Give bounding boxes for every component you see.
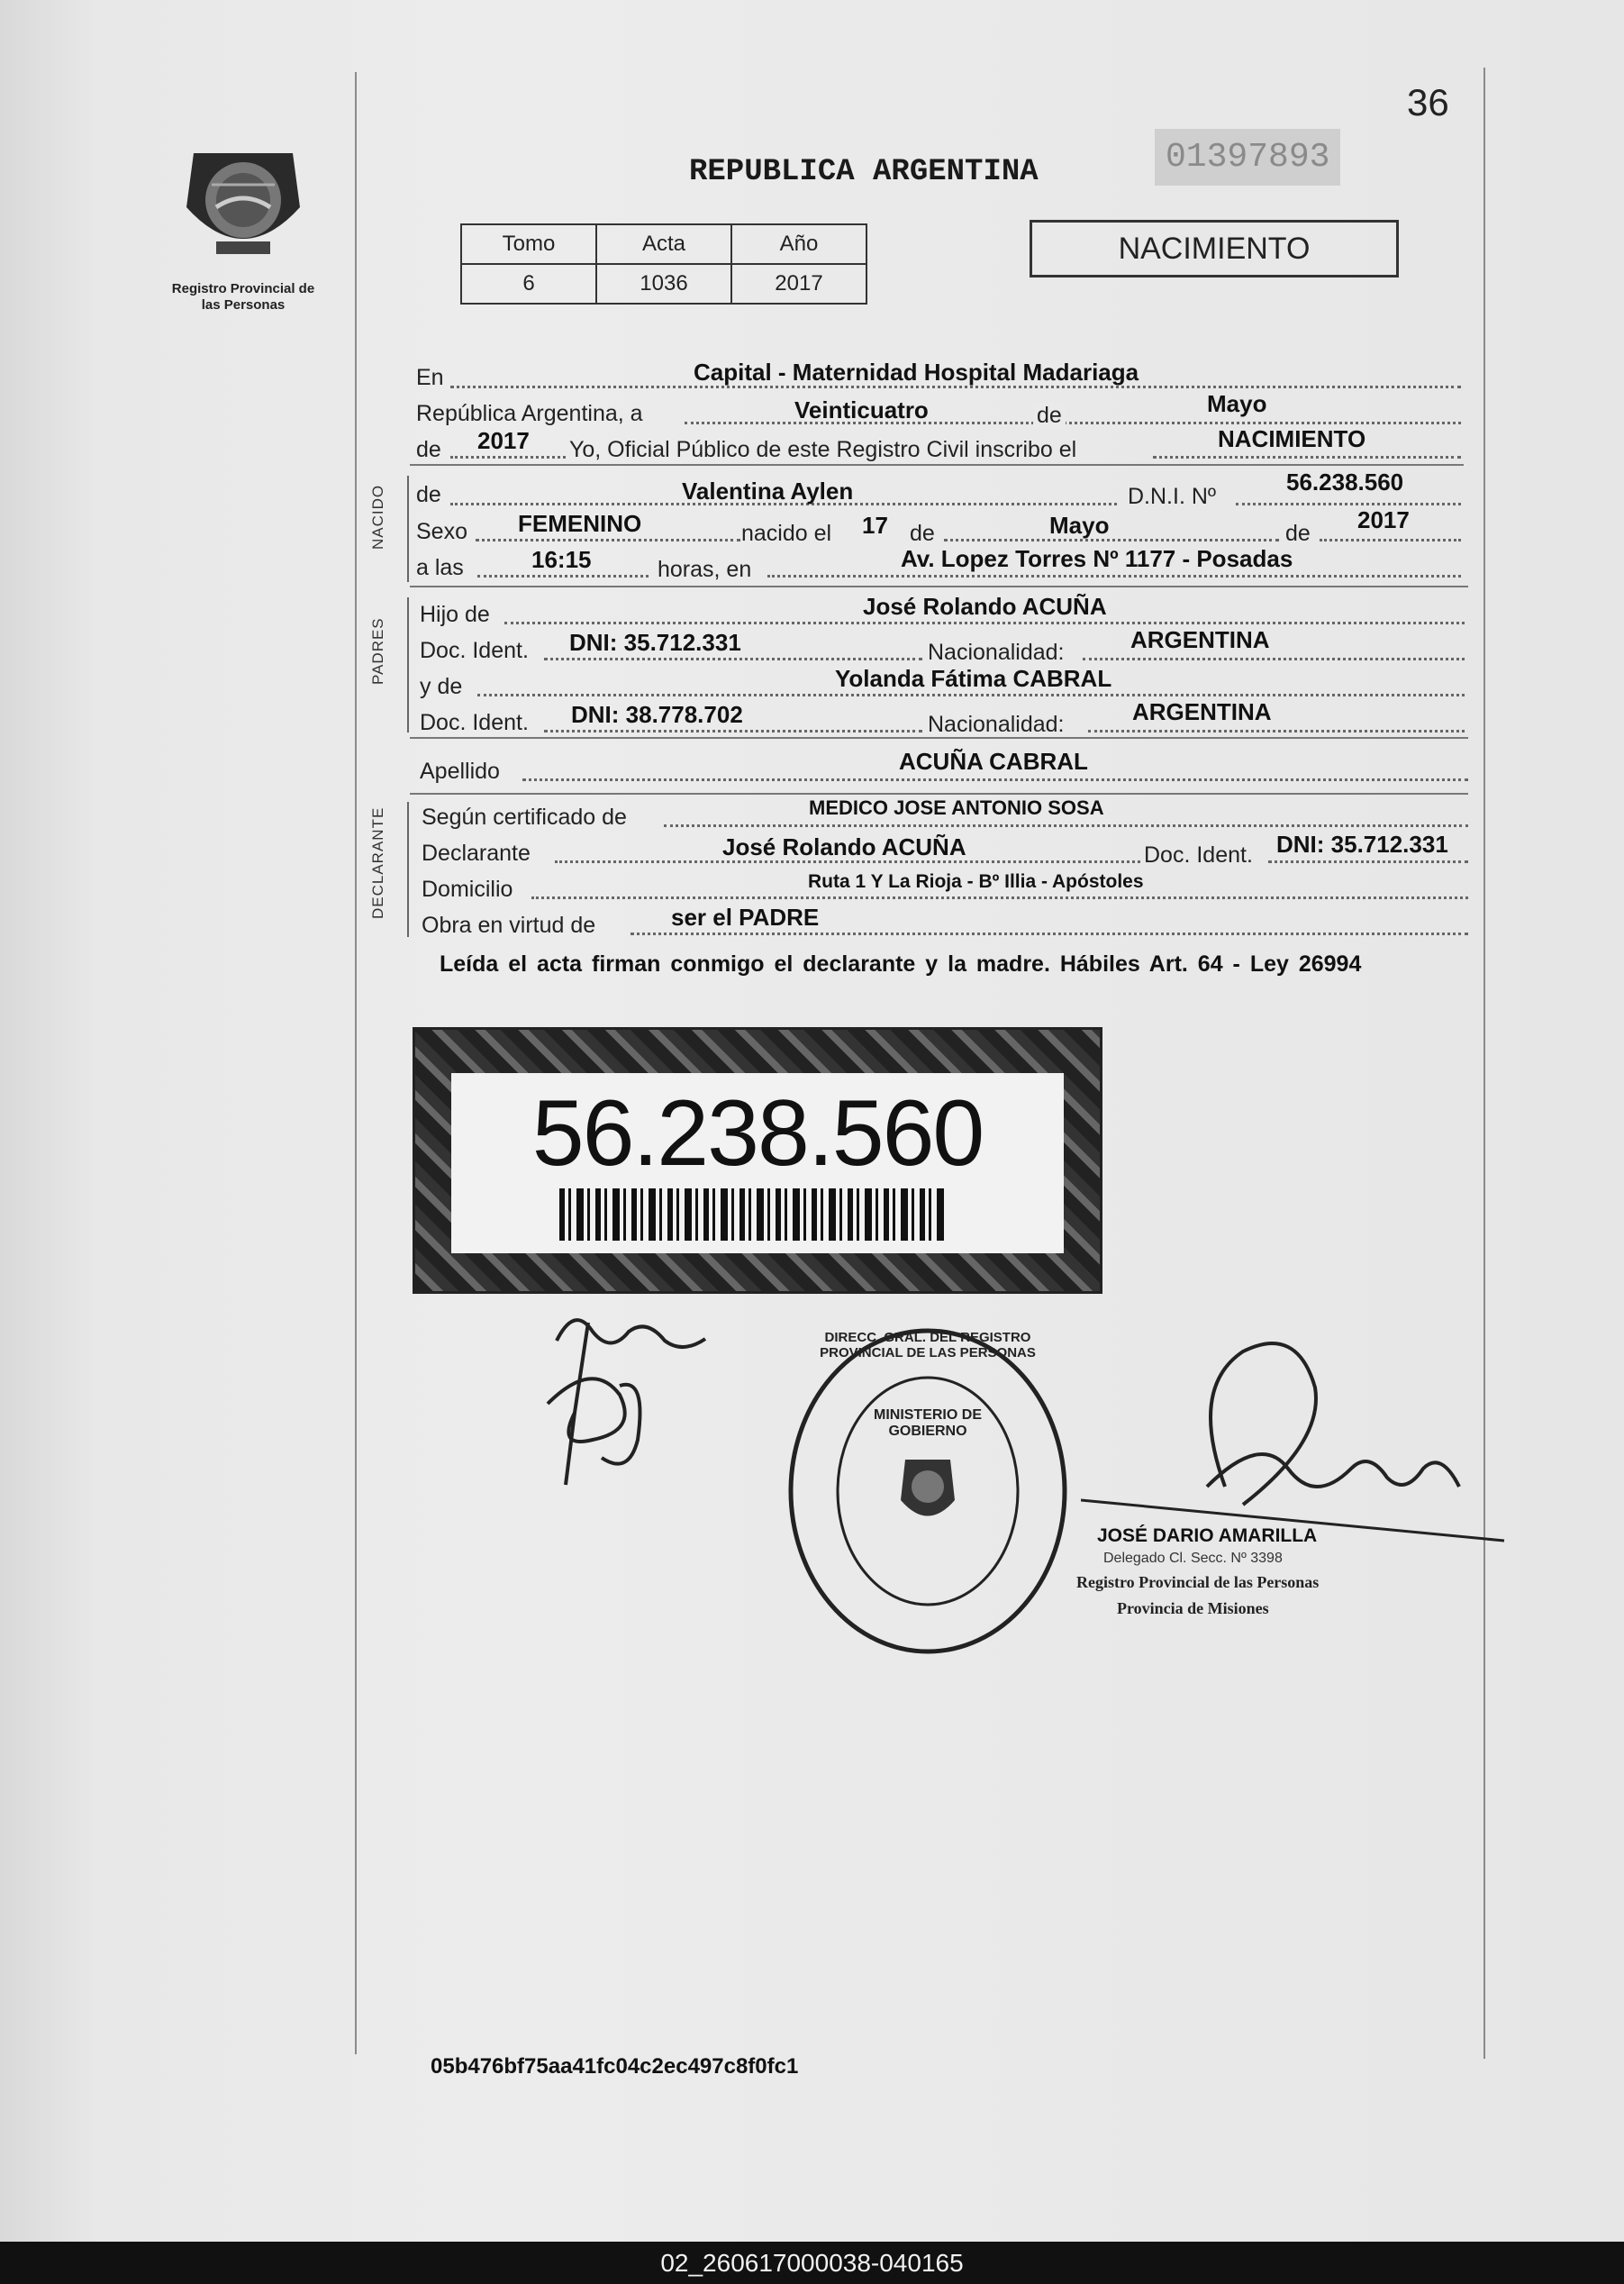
table-cell: 1036 — [596, 264, 731, 304]
value-nombre: Valentina Aylen — [682, 478, 854, 505]
label-de: de — [416, 437, 441, 462]
dotted-line — [476, 539, 740, 541]
value-obra-en-virtud: ser el PADRE — [671, 904, 820, 931]
value-nac-anio: 2017 — [1357, 506, 1410, 533]
official-title: Delegado Cl. Secc. Nº 3398 — [1103, 1551, 1283, 1566]
label-hijo-de: Hijo de — [420, 602, 490, 627]
oficial-text: Yo, Oficial Público de este Registro Civil inscribo el — [569, 437, 1077, 462]
official-stamp — [784, 1324, 1072, 1658]
value-dni: 56.238.560 — [1286, 469, 1404, 496]
value-hora: 16:15 — [531, 546, 592, 573]
label-de: de — [910, 521, 935, 546]
label-doc-ident: Doc. Ident. — [420, 638, 529, 663]
declarant-signature — [539, 1305, 719, 1494]
table-header: Tomo — [461, 224, 596, 264]
dotted-line — [1268, 860, 1468, 863]
value-padre: José Rolando ACUÑA — [863, 593, 1107, 620]
label-apellido: Apellido — [420, 759, 500, 784]
section-label-nacido: NACIDO — [369, 484, 386, 550]
section-divider — [410, 737, 1468, 739]
value-anio: 2017 — [477, 427, 530, 454]
dotted-line — [1088, 730, 1465, 733]
document-type-box — [1030, 220, 1399, 278]
footer-bar — [0, 2242, 1624, 2284]
leida-text: Leída el acta firman conmigo el declarante y la madre. Hábiles Art. 64 - Ley 26994 — [440, 951, 1362, 977]
barcode — [559, 1188, 947, 1241]
label-doc-ident: Doc. Ident. — [1144, 842, 1253, 868]
dotted-line — [1153, 456, 1461, 459]
dotted-line — [944, 539, 1279, 541]
section-bracket-nacido — [407, 476, 409, 582]
value-mes: Mayo — [1207, 390, 1267, 417]
right-margin-line — [1483, 68, 1485, 2059]
value-sexo: FEMENINO — [518, 510, 642, 537]
dotted-line — [664, 824, 1468, 827]
official-registry: Registro Provincial de las Personas — [1076, 1573, 1320, 1591]
label-obra-en-virtud: Obra en virtud de — [422, 913, 596, 938]
section-bracket-padres — [407, 597, 409, 733]
dotted-line — [477, 694, 1465, 696]
dotted-line — [477, 575, 649, 578]
label-sexo: Sexo — [416, 519, 467, 544]
section-divider — [410, 586, 1468, 587]
label-horas-en: horas, en — [658, 557, 752, 582]
sticker-label — [451, 1073, 1064, 1253]
value-lugar-nacimiento: Av. Lopez Torres Nº 1177 - Posadas — [901, 545, 1293, 572]
dotted-line — [631, 933, 1468, 935]
dotted-line — [522, 778, 1468, 781]
registry-logo — [176, 135, 311, 270]
stamp-inner-text: MINISTERIO DE GOBIERNO — [873, 1407, 982, 1439]
value-lugar-inscripcion: Capital - Maternidad Hospital Madariaga — [694, 359, 1139, 386]
dotted-line — [544, 658, 922, 660]
sticker-number: 56.238.560 — [531, 1081, 984, 1186]
logo-label: Registro Provincial de las Personas — [171, 281, 315, 313]
value-doc-padre: DNI: 35.712.331 — [569, 629, 741, 656]
value-apellido: ACUÑA CABRAL — [899, 748, 1088, 775]
page-title: REPUBLICA ARGENTINA — [689, 155, 1039, 189]
section-divider — [410, 464, 1464, 466]
dotted-line — [767, 575, 1461, 578]
label-de: de — [1285, 521, 1311, 546]
document-hash: 05b476bf75aa41fc04c2ec497c8f0fc1 — [431, 2054, 799, 2079]
value-doc-declarante: DNI: 35.712.331 — [1276, 831, 1448, 858]
dni-sticker — [413, 1027, 1102, 1294]
label-nacionalidad: Nacionalidad: — [928, 712, 1065, 737]
value-nacionalidad-padre: ARGENTINA — [1130, 626, 1270, 653]
label-y-de: y de — [420, 674, 463, 699]
section-label-declarante: DECLARANTE — [369, 806, 386, 919]
value-dia: Veinticuatro — [794, 396, 929, 423]
value-nac-dia: 17 — [862, 512, 888, 539]
dotted-line — [1320, 539, 1461, 541]
table-cell: 6 — [461, 264, 596, 304]
dotted-line — [544, 730, 922, 733]
serial-number: 01397893 — [1155, 129, 1340, 186]
value-segun-certificado: MEDICO JOSE ANTONIO SOSA — [809, 796, 1104, 819]
label-de: de — [416, 482, 441, 507]
document-type: NACIMIENTO — [1118, 232, 1311, 266]
label-nacido-el: nacido el — [741, 521, 832, 546]
stamp-outer-text: DIRECC. GRAL. DEL REGISTRO PROVINCIAL DE LAS PERSONAS — [820, 1330, 1036, 1360]
official-province: Provincia de Misiones — [1117, 1599, 1269, 1617]
left-margin-line — [355, 72, 357, 2054]
table-header: Acta — [596, 224, 731, 264]
label-dni: D.N.I. Nº — [1128, 484, 1217, 509]
label-nacionalidad: Nacionalidad: — [928, 640, 1065, 665]
section-divider — [410, 793, 1468, 795]
section-bracket-declarante — [407, 802, 409, 937]
tomo-acta-table — [460, 223, 867, 305]
label-segun-certificado: Según certificado de — [422, 805, 627, 830]
table-header: Año — [731, 224, 866, 264]
label-declarante: Declarante — [422, 841, 531, 866]
dotted-line — [504, 622, 1465, 624]
label-de: de — [1033, 403, 1066, 429]
value-domicilio: Ruta 1 Y La Rioja - Bº Illia - Apóstoles — [808, 871, 1144, 892]
label-a-las: a las — [416, 555, 464, 580]
value-nac-mes: Mayo — [1049, 512, 1110, 539]
label-en: En — [416, 365, 444, 390]
section-label-padres: PADRES — [369, 617, 386, 685]
value-madre: Yolanda Fátima CABRAL — [835, 665, 1112, 692]
value-declarante: José Rolando ACUÑA — [722, 833, 966, 860]
dotted-line — [450, 456, 566, 459]
label-doc-ident: Doc. Ident. — [420, 710, 529, 735]
dotted-line — [1236, 503, 1461, 505]
page-number: 36 — [1407, 81, 1449, 123]
official-name: JOSÉ DARIO AMARILLA — [1097, 1525, 1318, 1546]
table-cell: 2017 — [731, 264, 866, 304]
dotted-line — [531, 896, 1468, 899]
dotted-line — [1083, 658, 1465, 660]
footer-id: 02_260617000038-040165 — [660, 2249, 964, 2277]
label-republica: República Argentina, a — [416, 401, 643, 426]
value-nacionalidad-madre: ARGENTINA — [1132, 698, 1272, 725]
value-inscribo: NACIMIENTO — [1218, 425, 1366, 452]
label-domicilio: Domicilio — [422, 877, 513, 902]
value-doc-madre: DNI: 38.778.702 — [571, 701, 743, 728]
